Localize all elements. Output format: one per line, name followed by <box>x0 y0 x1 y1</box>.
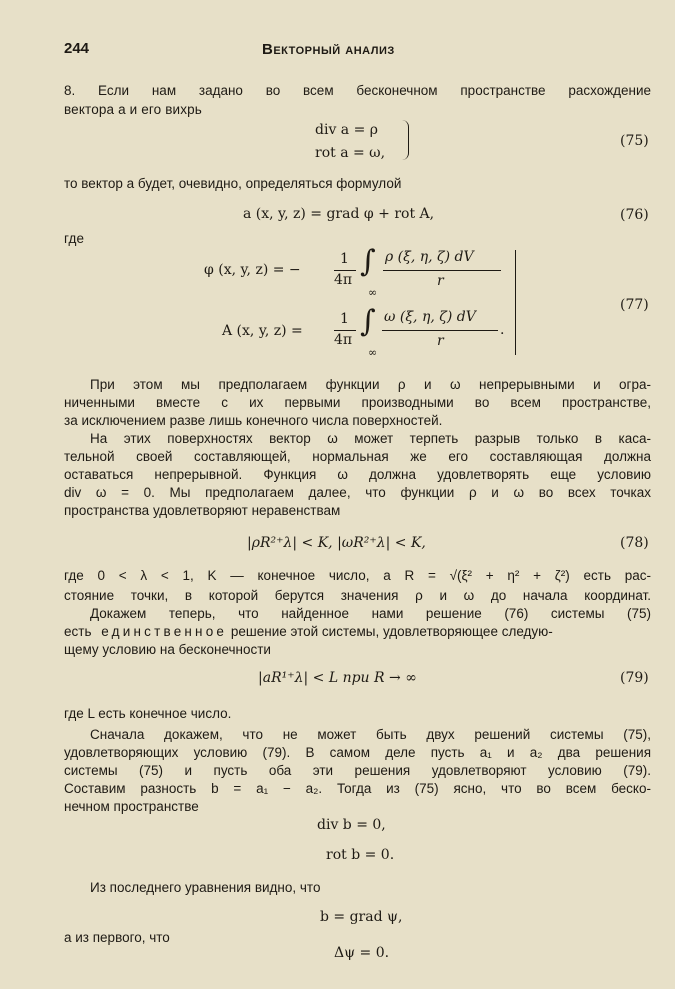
integral-limit: ∞ <box>368 286 378 299</box>
text-line: а из первого, что <box>64 930 170 945</box>
page-number: 244 <box>64 40 90 57</box>
text-line: нечном пространстве <box>64 799 199 814</box>
text-line: где <box>64 231 85 246</box>
integrand-numerator: ρ (ξ, η, ζ) dV <box>385 249 474 265</box>
fraction-bar <box>334 270 356 271</box>
text-line: Сначала докажем, что не может быть двух решений системы (75), <box>90 727 651 742</box>
equation-75b: rot a = ω, <box>315 145 386 161</box>
text-line: стояние точки, в которой берутся значения ρ и ω до начала координат. <box>64 588 651 603</box>
integral-sign: ∫ <box>360 244 376 279</box>
equation-grad-psi: b = grad ψ, <box>320 909 403 925</box>
text-line: за исключением разве лишь конечного числа поверхностей. <box>64 413 443 428</box>
running-title: Векторный анализ <box>262 41 395 58</box>
equation-number-76: (76) <box>620 207 649 223</box>
equation-div-b: div b = 0, <box>317 817 386 833</box>
integrand-numerator: ω (ξ, η, ζ) dV <box>384 309 476 325</box>
text-line: ниченными вместе с их первыми производными во всем пространстве, <box>64 395 651 410</box>
equation-77b-lhs: A (x, y, z) = <box>222 323 303 339</box>
text-line <box>64 624 651 639</box>
spaced-emphasis: единственное <box>101 624 228 639</box>
equation-79: |aR¹⁺λ| < L при R → ∞ <box>258 670 417 686</box>
equation-rot-b: rot b = 0. <box>326 847 395 863</box>
integrand-denominator: r <box>437 333 444 349</box>
text-line: Из последнего уравнения видно, что <box>90 880 321 895</box>
text-line: тельной своей составляющей, нормальная же его составляющая должна <box>64 449 651 464</box>
vertical-bracket <box>515 250 516 355</box>
text-line: оставаться непрерывной. Функция ω должна удовлетворять еще условию <box>64 467 651 482</box>
fraction-bar <box>383 270 501 271</box>
text-line: удовлетворяющих условию (79). В самом деле пусть a₁ и a₂ два решения <box>64 745 651 760</box>
equation-76: a (x, y, z) = grad φ + rot A, <box>243 206 435 222</box>
equation-number-79: (79) <box>620 670 649 686</box>
equation-number-75: (75) <box>620 133 649 149</box>
text-line: На этих поверхностях вектор ω может терпеть разрыв только в каса- <box>90 431 651 446</box>
text-line: Докажем теперь, что найденное нами решение (76) системы (75) <box>90 606 651 621</box>
text-line: Составим разность b = a₁ − a₂. Тогда из (75) ясно, что во всем беско- <box>64 781 651 796</box>
right-brace <box>402 120 409 160</box>
text-line: div ω = 0. Мы предполагаем далее, что функции ρ и ω во всех точках <box>64 485 651 500</box>
integrand-denominator: r <box>437 273 444 289</box>
text-line: При этом мы предполагаем функции ρ и ω непрерывными и огра- <box>90 377 651 392</box>
text-line: вектора a и его вихрь <box>64 102 202 117</box>
fraction-one: 1 <box>340 311 349 327</box>
equation-number-78: (78) <box>620 535 649 551</box>
equation-75a: div a = ρ <box>315 122 379 138</box>
period: . <box>500 322 505 338</box>
fraction-4pi: 4π <box>334 272 353 288</box>
integral-sign: ∫ <box>360 304 376 339</box>
text-line: системы (75) и пусть оба эти решения удовлетворяют условию (79). <box>64 763 651 778</box>
text-line: где 0 < λ < 1, K — конечное число, а R = √(ξ² + η² + ζ²) есть рас- <box>64 568 651 583</box>
equation-laplace: Δψ = 0. <box>334 945 390 961</box>
text-line: 8. Если нам задано во всем бесконечном пространстве расхождение <box>64 83 651 98</box>
text-line: щему условию на бесконечности <box>64 642 271 657</box>
fraction-bar <box>382 330 498 331</box>
text-line: то вектор a будет, очевидно, определяться формулой <box>64 176 402 191</box>
fraction-bar <box>334 330 356 331</box>
text-line: пространства удовлетворяют неравенствам <box>64 503 341 518</box>
integral-limit: ∞ <box>368 346 378 359</box>
fraction-one: 1 <box>340 251 349 267</box>
equation-77a-lhs: φ (x, y, z) = − <box>204 262 301 278</box>
text-line: где L есть конечное число. <box>64 706 232 721</box>
text-span: решение этой системы, удовлетворяющее следую- <box>230 624 553 639</box>
equation-78: |ρR²⁺λ| < K, |ωR²⁺λ| < K, <box>247 535 426 551</box>
fraction-4pi: 4π <box>334 332 353 348</box>
text-span: есть <box>64 624 92 639</box>
equation-number-77: (77) <box>620 297 649 313</box>
